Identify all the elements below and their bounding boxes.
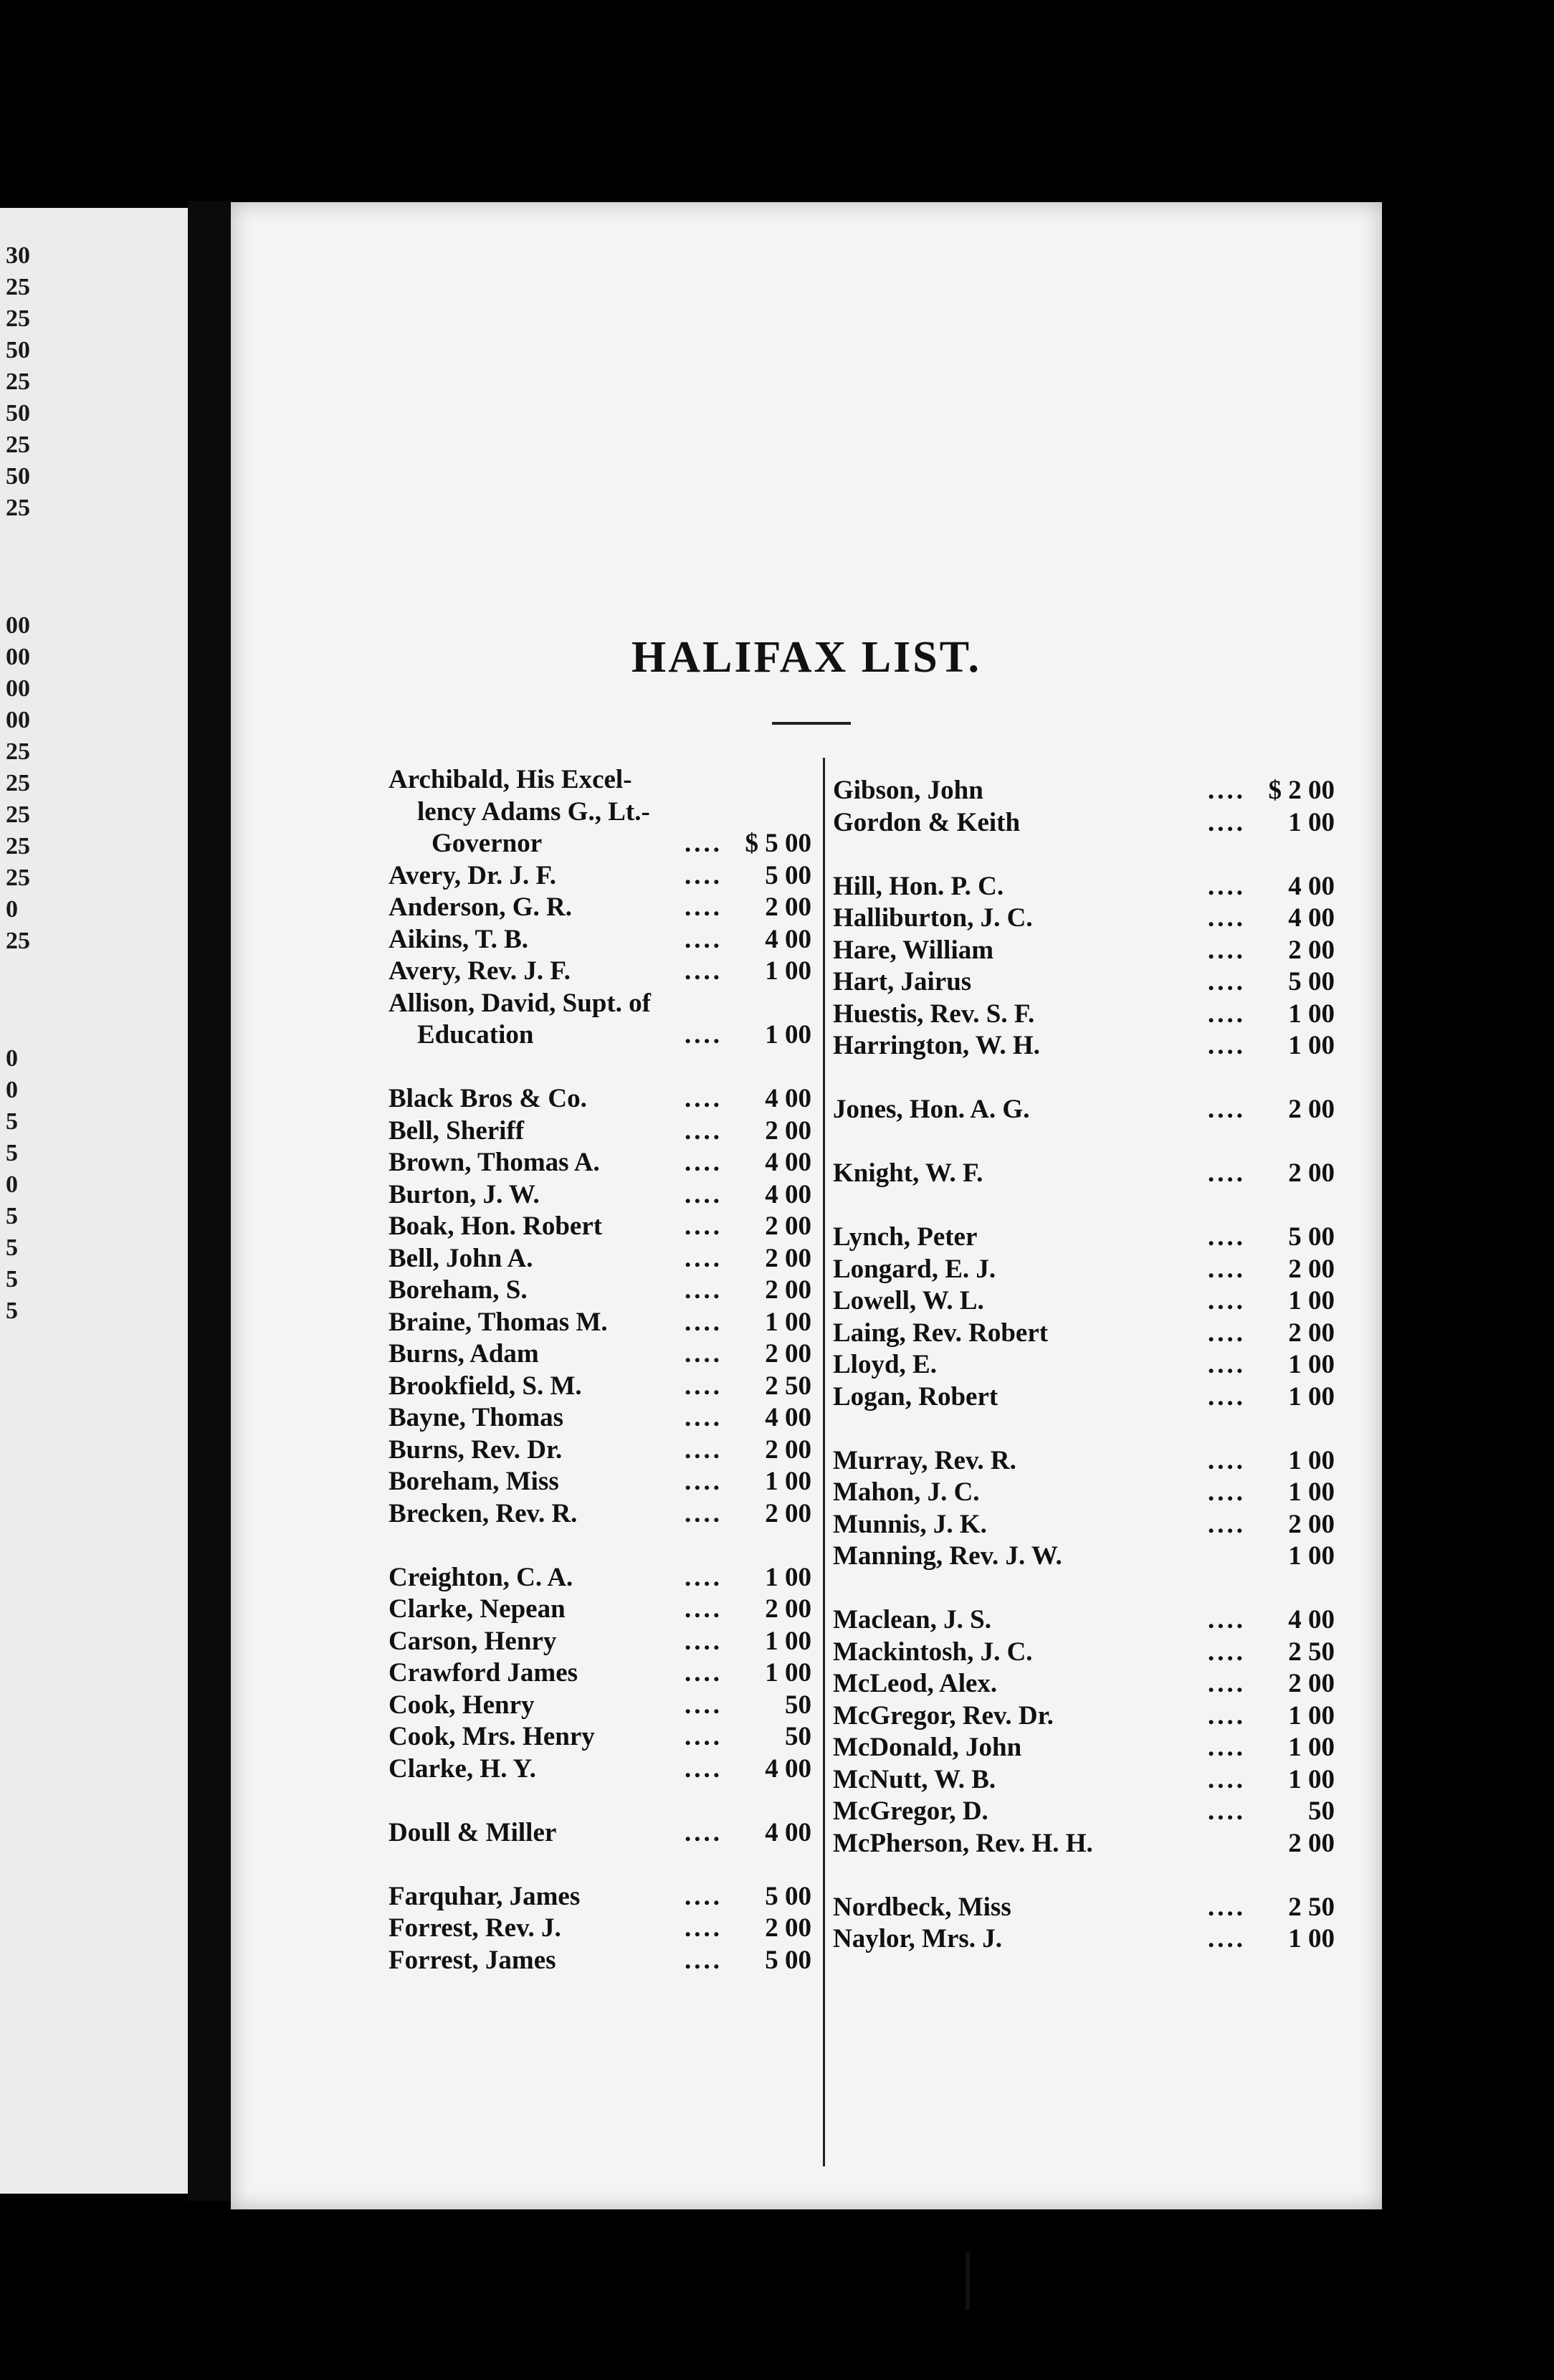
subscriber-name: McGregor, Rev. Dr. [833,1700,1054,1731]
list-row [388,1275,811,1305]
amount: 1 00 [1288,1733,1335,1762]
list-row [833,1255,1335,1285]
subscriber-name: Boak, Hon. Robert [388,1212,603,1241]
margin-number: 5 [6,1234,18,1261]
margin-number: 25 [6,305,30,332]
amount: 2 50 [1288,1637,1335,1667]
list-row [388,1467,811,1497]
list-row [833,1318,1335,1348]
leader-dots: .... [685,1179,723,1209]
subscriber-name: Forrest, Rev. J. [388,1913,561,1943]
leader-dots: .... [685,1626,723,1656]
list-row [388,1627,811,1657]
list-row [833,967,1335,997]
amount: 2 50 [765,1371,811,1401]
amount: 2 00 [765,892,811,922]
amount: 2 00 [765,1115,811,1146]
margin-number: 30 [6,242,30,269]
leader-dots: .... [685,1403,723,1432]
leader-dots: .... [1208,1477,1246,1507]
leader-dots: .... [1208,1669,1246,1698]
margin-number: 0 [6,896,18,923]
previous-page-fragment [0,208,188,2194]
list-row [833,1477,1335,1508]
amount: 1 00 [1288,1445,1335,1475]
amount: 1 00 [765,1467,811,1496]
subscriber-name: Lynch, Peter [833,1222,978,1252]
amount: 2 00 [765,1434,811,1465]
leader-dots: .... [685,860,723,890]
margin-number: 50 [6,337,30,363]
margin-number: 5 [6,1203,18,1229]
amount: 1 00 [1288,999,1335,1029]
subscriber-name: Manning, Rev. J. W. [833,1541,1062,1571]
subscriber-name: Farquhar, James [388,1881,581,1911]
list-row [388,1946,811,1976]
subscriber-name: Clarke, H. Y. [388,1753,536,1784]
list-row [833,1350,1335,1380]
leader-dots: .... [685,1467,723,1496]
subscriber-name: Harrington, W. H. [833,1031,1040,1060]
list-row [833,1924,1335,1954]
column-divider [823,758,825,2166]
amount: 1 00 [1288,1924,1335,1953]
subscriber-name: Governor [432,829,543,858]
subscriber-name: Hill, Hon. P. C. [833,871,1004,901]
subscriber-name: Boreham, Miss [388,1467,559,1496]
amount: 2 00 [1288,1509,1335,1539]
amount: 2 50 [1288,1892,1335,1922]
subscriber-name: Bell, John A. [388,1243,533,1273]
margin-number: 00 [6,675,30,702]
subscriber-name: Archibald, His Excel- [388,765,632,794]
amount: 2 00 [1288,1095,1335,1124]
amount: 4 00 [1288,871,1335,901]
amount: 4 00 [765,1148,811,1177]
amount: 2 00 [1288,1828,1335,1858]
margin-number: 5 [6,1266,18,1293]
subscriber-name: Boreham, S. [388,1275,528,1305]
list-row [388,1403,811,1433]
amount: 2 00 [765,1913,811,1943]
list-row [833,1893,1335,1923]
leader-dots: .... [1208,871,1246,901]
list-row [388,1084,811,1114]
subscriber-name: Braine, Thomas M. [388,1307,608,1337]
subscriber-name: Crawford James [388,1658,578,1688]
leader-dots: .... [685,1658,723,1688]
list-row [388,1052,811,1082]
leader-dots: .... [685,956,723,986]
page-gutter [188,201,231,2201]
margin-number: 00 [6,707,30,733]
list-row [388,797,811,827]
margin-number: 0 [6,1045,18,1072]
list-row [388,1913,811,1943]
amount: 4 00 [765,1753,811,1784]
list-row [833,1158,1335,1189]
list-row [388,892,811,923]
title-rule [772,722,851,725]
list-row [833,1829,1335,1859]
margin-number: 5 [6,1108,18,1135]
margin-number: 5 [6,1298,18,1324]
amount: 2 00 [765,1212,811,1241]
amount: 1 00 [1288,1477,1335,1507]
amount: 4 00 [765,1179,811,1209]
subscriber-name: Nordbeck, Miss [833,1892,1011,1922]
subscriber-name: Forrest, James [388,1945,556,1975]
subscriber-name: McNutt, W. B. [833,1764,996,1794]
leader-dots: .... [685,1307,723,1337]
margin-number: 25 [6,770,30,796]
amount: 1 00 [765,956,811,986]
list-row [833,1765,1335,1795]
list-row [388,1658,811,1688]
list-row [388,1116,811,1146]
subscriber-name: Hare, William [833,935,994,965]
amount: 1 00 [1288,1764,1335,1794]
amount: 5 00 [765,1945,811,1975]
leader-dots: .... [1208,935,1246,965]
leader-dots: .... [685,1594,723,1624]
list-row [388,1722,811,1752]
margin-number: 50 [6,400,30,427]
leader-dots: .... [1208,1700,1246,1731]
amount: 5 00 [765,1881,811,1911]
amount: 50 [785,1690,811,1720]
amount: 4 00 [765,924,811,954]
leader-dots: .... [685,1371,723,1401]
subscriber-name: Aikins, T. B. [388,924,529,954]
subscriber-name: Brecken, Rev. R. [388,1498,578,1528]
amount: 2 00 [765,1498,811,1528]
list-row [388,1690,811,1720]
leader-dots: .... [1208,1445,1246,1475]
list-row [388,1594,811,1624]
leader-dots: .... [685,1690,723,1720]
subscriber-name: Clarke, Nepean [388,1594,566,1624]
leader-dots: .... [1208,1764,1246,1794]
amount: 1 00 [1288,1286,1335,1315]
subscriber-name: Burns, Rev. Dr. [388,1434,563,1465]
subscriber-name: Knight, W. F. [833,1158,983,1188]
subscriber-name: Bayne, Thomas [388,1403,563,1432]
subscriber-name: Huestis, Rev. S. F. [833,999,1035,1029]
leader-dots: .... [685,1498,723,1528]
subscriber-name: Burton, J. W. [388,1179,540,1209]
margin-number: 25 [6,274,30,300]
page-mark [966,2252,970,2310]
amount: 5 00 [1288,1222,1335,1252]
leader-dots: .... [685,829,723,858]
subscriber-name: Lowell, W. L. [833,1286,984,1315]
subscriber-name: Laing, Rev. Robert [833,1318,1049,1348]
list-row [833,872,1335,902]
subscriber-name: Mahon, J. C. [833,1477,980,1507]
leader-dots: .... [685,1275,723,1305]
leader-dots: .... [685,1434,723,1465]
amount: 1 00 [1288,1031,1335,1060]
margin-number: 5 [6,1140,18,1166]
leader-dots: .... [685,1817,723,1847]
leader-dots: .... [685,1084,723,1113]
subscriber-name: Mackintosh, J. C. [833,1637,1033,1667]
subscriber-name: Jones, Hon. A. G. [833,1095,1030,1124]
amount: 1 00 [765,1020,811,1049]
subscriber-name: Burns, Adam [388,1339,539,1368]
list-row [388,1882,811,1912]
amount: 1 00 [765,1562,811,1592]
leader-dots: .... [685,924,723,954]
list-row [388,1308,811,1338]
subscriber-name: Brookfield, S. M. [388,1371,582,1401]
subscriber-name: McPherson, Rev. H. H. [833,1828,1093,1858]
subscriber-name: Gordon & Keith [833,807,1021,837]
leader-dots: .... [685,1881,723,1911]
list-row [388,925,811,955]
leader-dots: .... [1208,1254,1246,1284]
subscriber-name: McGregor, D. [833,1796,988,1826]
subscriber-name: Gibson, John [833,776,983,805]
list-row [388,861,811,891]
leader-dots: .... [1208,1892,1246,1922]
amount: 2 00 [1288,935,1335,965]
leader-dots: .... [1208,1637,1246,1667]
list-row [388,1244,811,1274]
list-row [388,1563,811,1593]
list-row [833,1510,1335,1540]
margin-number: 0 [6,1077,18,1103]
list-row [833,1127,1335,1157]
amount: 50 [785,1722,811,1751]
list-row [833,903,1335,933]
subscriber-name: McLeod, Alex. [833,1669,998,1698]
subscriber-name: Cook, Henry [388,1690,535,1720]
subscriber-name: Longard, E. J. [833,1254,996,1284]
leader-dots: .... [685,1243,723,1273]
list-row [833,1286,1335,1316]
amount: 2 00 [765,1275,811,1305]
list-row [388,829,811,859]
leader-dots: .... [685,1945,723,1975]
leader-dots: .... [1208,1318,1246,1348]
subscriber-name: Black Bros & Co. [388,1084,587,1113]
leader-dots: .... [685,1148,723,1177]
margin-number: 25 [6,738,30,765]
list-row [388,1850,811,1880]
leader-dots: .... [1208,1031,1246,1060]
leader-dots: .... [685,1339,723,1368]
list-row [388,1818,811,1848]
amount: 1 00 [1288,1541,1335,1571]
margin-number: 25 [6,801,30,828]
leader-dots: .... [1208,1605,1246,1634]
amount: 1 00 [1288,1381,1335,1412]
list-row [388,1371,811,1401]
amount: 2 00 [765,1339,811,1368]
document-page [231,202,1382,2209]
margin-number: 25 [6,368,30,395]
leader-dots: .... [1208,776,1246,805]
leader-dots: .... [1208,1158,1246,1188]
list-row [833,1637,1335,1667]
list-row [833,1063,1335,1093]
margin-number: 0 [6,1171,18,1198]
list-row [388,1531,811,1561]
list-row [833,1605,1335,1635]
margin-number: 25 [6,865,30,891]
subscriber-name: Anderson, G. R. [388,892,572,922]
amount: 1 00 [765,1307,811,1337]
list-row [833,1031,1335,1061]
leader-dots: .... [1208,1733,1246,1762]
leader-dots: .... [1208,967,1246,996]
amount: 1 00 [1288,807,1335,837]
amount: 4 00 [1288,903,1335,933]
leader-dots: .... [685,1722,723,1751]
list-row [833,1574,1335,1604]
amount: 4 00 [765,1403,811,1432]
margin-number: 00 [6,612,30,639]
margin-number: 25 [6,432,30,458]
leader-dots: .... [1208,903,1246,933]
list-row [833,1222,1335,1252]
list-row [833,1414,1335,1444]
subscriber-name: Logan, Robert [833,1381,998,1412]
amount: 2 00 [1288,1669,1335,1698]
leader-dots: .... [685,1562,723,1592]
list-row [388,765,811,795]
subscriber-name: Maclean, J. S. [833,1605,991,1634]
subscriber-name: Cook, Mrs. Henry [388,1722,595,1751]
amount: 5 00 [1288,967,1335,996]
amount: 1 00 [765,1626,811,1656]
amount: 4 00 [765,1817,811,1847]
amount: 50 [1308,1796,1335,1826]
amount: 5 00 [765,860,811,890]
margin-number: 00 [6,644,30,670]
leader-dots: .... [1208,1924,1246,1953]
list-row [833,1860,1335,1890]
leader-dots: .... [1208,807,1246,837]
leader-dots: .... [685,892,723,922]
subscriber-name: Brown, Thomas A. [388,1148,600,1177]
amount: 2 00 [1288,1158,1335,1188]
subscriber-name: Education [417,1020,534,1049]
list-row [833,1733,1335,1763]
subscriber-name: Bell, Sheriff [388,1115,525,1146]
amount: 4 00 [1288,1605,1335,1634]
list-row [388,1180,811,1210]
list-row [833,1701,1335,1731]
subscriber-name: McDonald, John [833,1733,1022,1762]
list-row [388,1435,811,1465]
subscriber-name: Allison, David, Supt. of [388,988,651,1018]
list-row [833,839,1335,870]
amount: 2 00 [765,1594,811,1624]
leader-dots: .... [685,1212,723,1241]
page-title: HALIFAX LIST. [631,633,981,682]
list-row [833,1191,1335,1221]
list-row [388,956,811,986]
leader-dots: .... [1208,1095,1246,1124]
leader-dots: .... [685,1753,723,1784]
margin-number: 25 [6,495,30,521]
list-row [833,999,1335,1029]
subscriber-name: Murray, Rev. R. [833,1445,1016,1475]
list-row [833,1382,1335,1412]
leader-dots: .... [685,1913,723,1943]
amount: 2 00 [765,1243,811,1273]
subscriber-name: Lloyd, E. [833,1350,937,1379]
leader-dots: .... [1208,1350,1246,1379]
list-row [833,1095,1335,1125]
list-row [388,989,811,1019]
list-row [833,1446,1335,1476]
list-row [388,1339,811,1369]
leader-dots: .... [1208,1381,1246,1412]
margin-number: 50 [6,463,30,490]
leader-dots: .... [685,1115,723,1146]
subscriber-name: Avery, Dr. J. F. [388,860,556,890]
subscriber-name: Carson, Henry [388,1626,557,1656]
amount: $ 2 00 [1268,776,1335,805]
amount: 1 00 [1288,1700,1335,1731]
list-row [833,936,1335,966]
list-row [388,1499,811,1529]
leader-dots: .... [685,1020,723,1049]
leader-dots: .... [1208,1222,1246,1252]
list-row [388,1020,811,1050]
amount: 1 00 [765,1658,811,1688]
amount: 1 00 [1288,1350,1335,1379]
list-row [388,1754,811,1784]
leader-dots: .... [1208,1509,1246,1539]
list-row [388,1786,811,1816]
subscriber-name: Naylor, Mrs. J. [833,1924,1003,1953]
list-row [388,1148,811,1178]
list-row [833,1796,1335,1827]
amount: 2 00 [1288,1254,1335,1284]
margin-number: 25 [6,928,30,954]
subscriber-name: Avery, Rev. J. F. [388,956,571,986]
amount: $ 5 00 [745,829,811,858]
subscriber-name: Halliburton, J. C. [833,903,1033,933]
subscriber-name: Hart, Jairus [833,967,972,996]
list-row [833,808,1335,838]
list-row [388,1212,811,1242]
list-row [833,1541,1335,1571]
subscriber-name: Munnis, J. K. [833,1509,987,1539]
leader-dots: .... [1208,999,1246,1029]
subscriber-name: Creighton, C. A. [388,1562,573,1592]
leader-dots: .... [1208,1796,1246,1826]
margin-number: 25 [6,833,30,860]
subscriber-name: Doull & Miller [388,1817,557,1847]
amount: 2 00 [1288,1318,1335,1348]
list-row [833,1669,1335,1699]
leader-dots: .... [1208,1286,1246,1315]
subscriber-name: lency Adams G., Lt.- [417,796,650,827]
amount: 4 00 [765,1084,811,1113]
list-row [833,776,1335,806]
